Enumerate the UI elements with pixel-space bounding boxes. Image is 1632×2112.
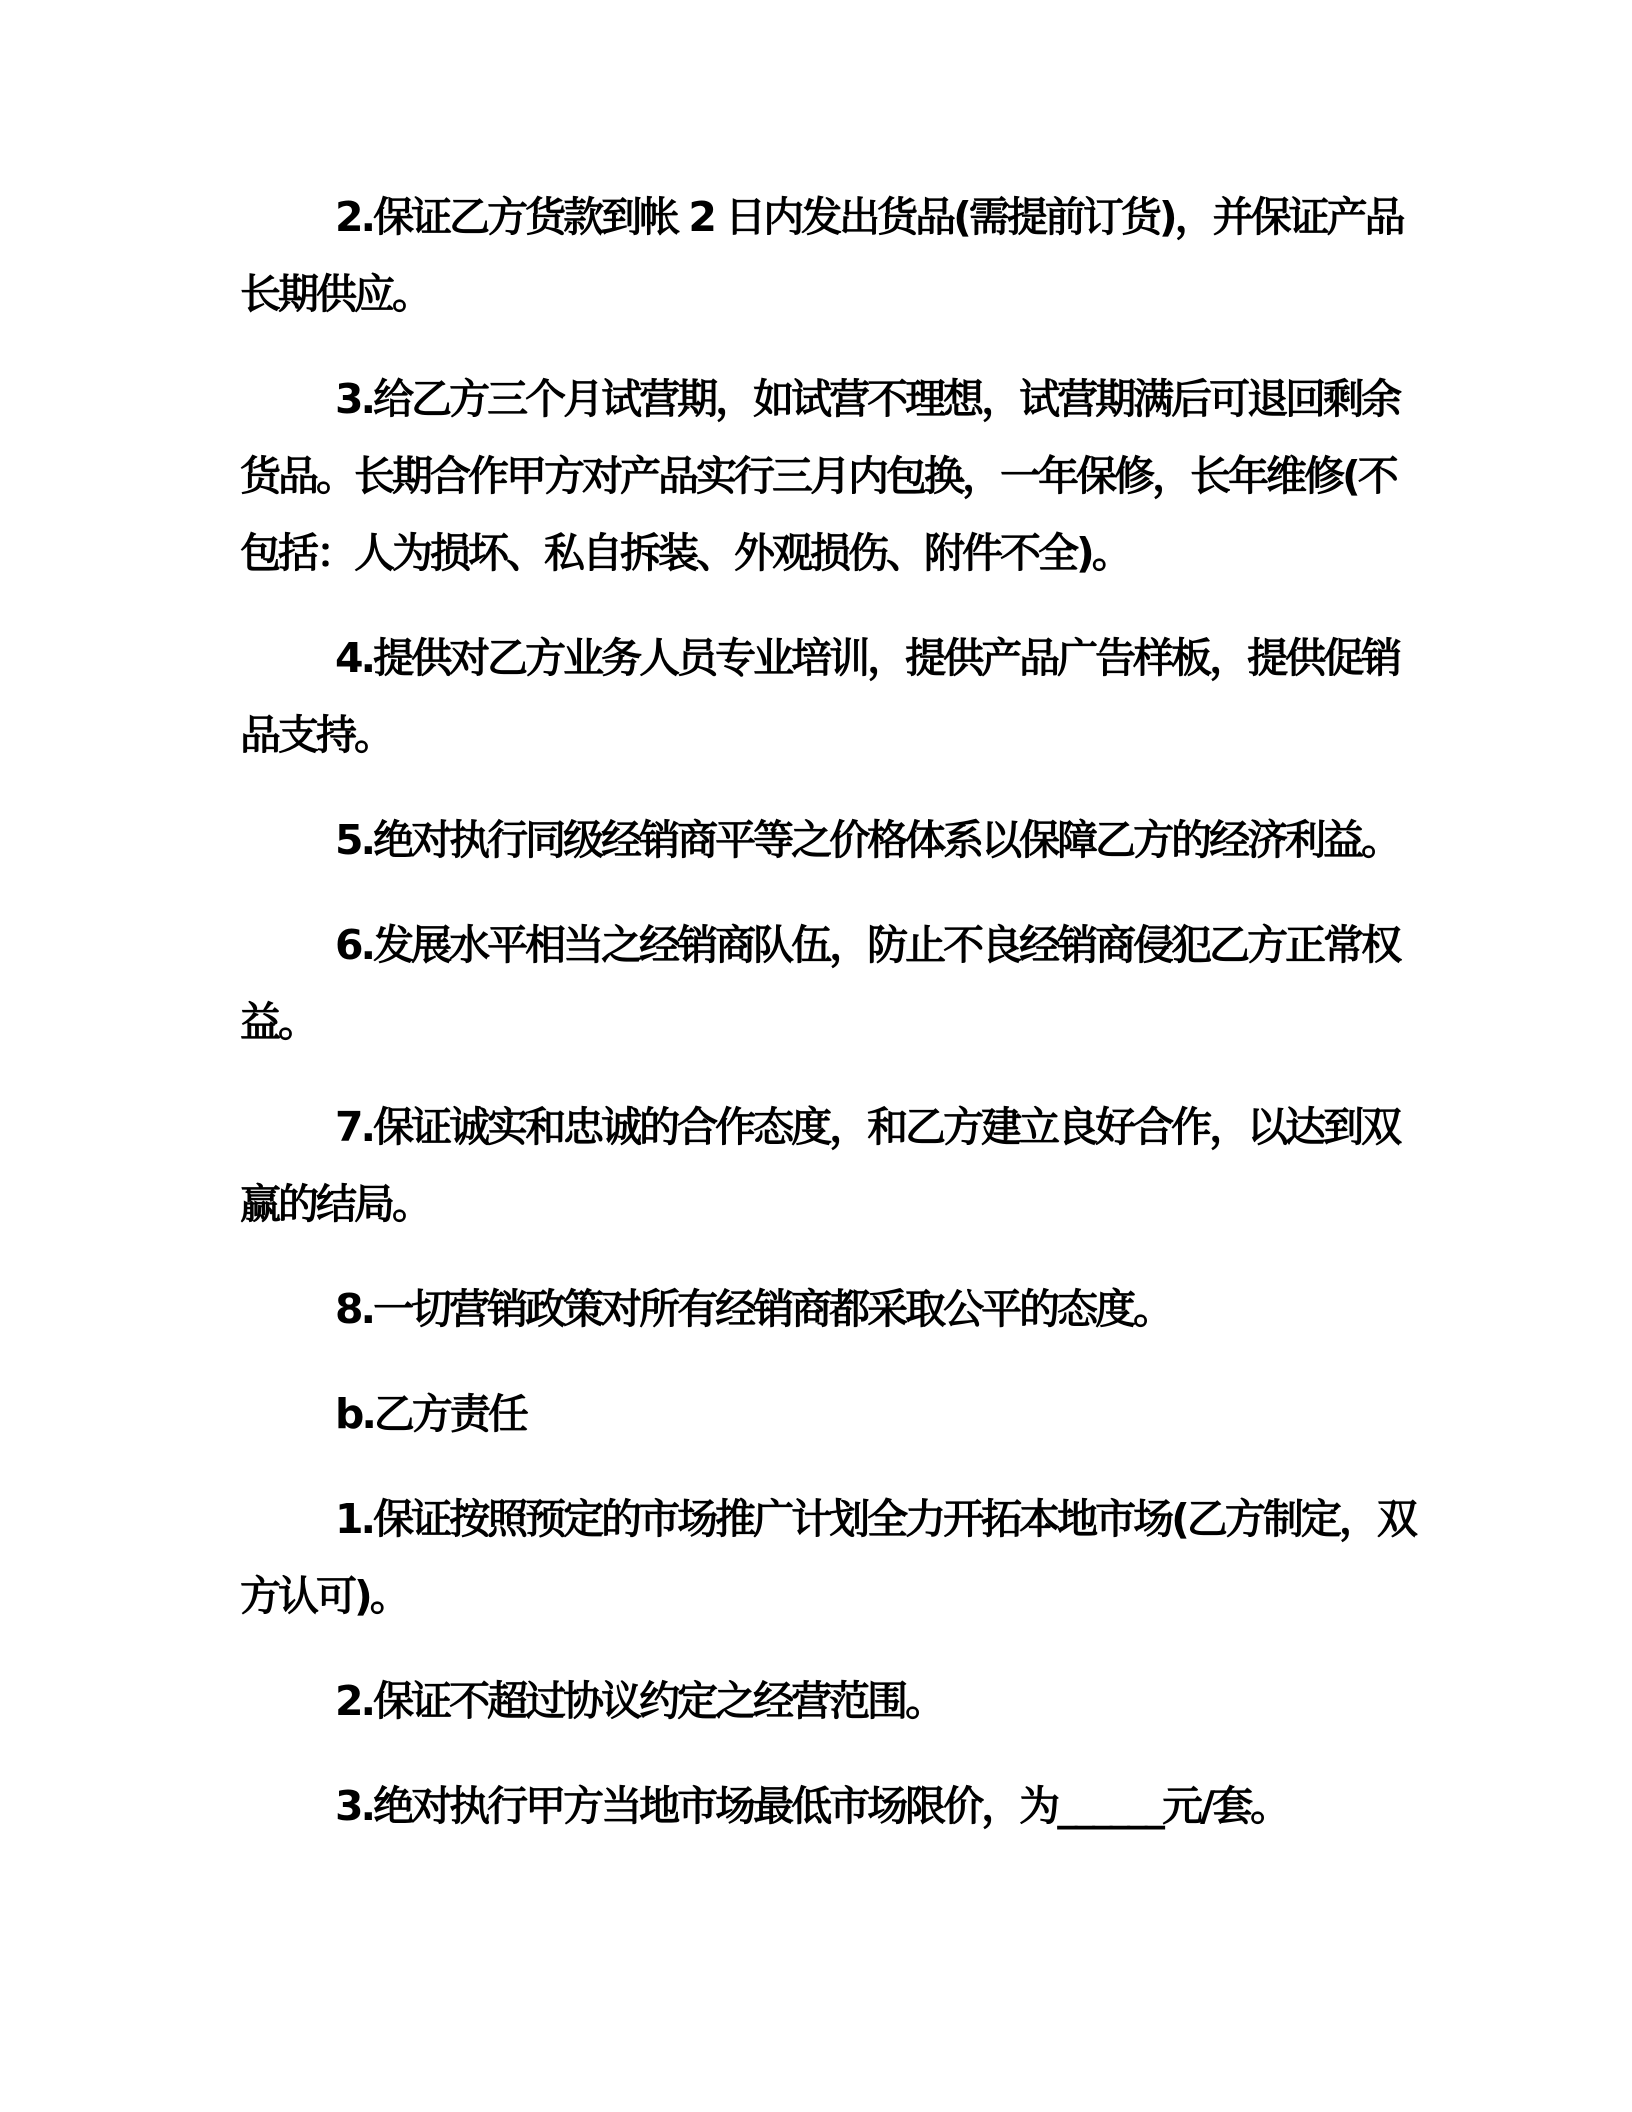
text-line: 赢的结局。 xyxy=(240,1180,430,1228)
text-line: 品支持。 xyxy=(240,711,392,759)
paragraph xyxy=(240,1376,1405,1453)
paragraph xyxy=(240,907,1405,1061)
text-line: 长期供应。 xyxy=(240,270,430,318)
paragraph xyxy=(240,1271,1405,1348)
contract-text-body xyxy=(240,179,1415,1873)
text-line: 方认可)。 xyxy=(240,1572,408,1620)
paragraph xyxy=(240,1768,1405,1845)
text-line: 货品。长期合作甲方对产品实行三月内包换，一年保修，长年维修(不 xyxy=(240,452,1396,500)
paragraph xyxy=(240,179,1405,333)
text-line: 3.绝对执行甲方当地市场最低市场限价，为______元/套。 xyxy=(335,1782,1289,1830)
paragraph xyxy=(240,1089,1405,1243)
paragraph xyxy=(240,361,1405,592)
text-line: 8.一切营销政策对所有经销商都采取公平的态度。 xyxy=(335,1285,1172,1333)
text-line: 包括：人为损坏、私自拆装、外观损伤、附件不全)。 xyxy=(240,529,1130,577)
paragraph xyxy=(240,620,1405,774)
text-line: b.乙方责任 xyxy=(335,1390,526,1438)
text-line: 6.发展水平相当之经销商队伍，防止不良经销商侵犯乙方正常权 xyxy=(335,921,1400,969)
text-line: 2.保证不超过协议约定之经营范围。 xyxy=(335,1677,944,1725)
text-line: 2.保证乙方货款到帐 2 日内发出货品(需提前订货)，并保证产品 xyxy=(335,193,1403,241)
paragraph xyxy=(240,1481,1415,1635)
text-line: 4.提供对乙方业务人员专业培训，提供产品广告样板，提供促销 xyxy=(335,634,1400,682)
text-line: 1.保证按照预定的市场推广计划全力开拓本地市场(乙方制定，双 xyxy=(335,1495,1415,1543)
text-line: 5.绝对执行同级经销商平等之价格体系以保障乙方的经济利益。 xyxy=(335,816,1400,864)
paragraph xyxy=(240,802,1405,879)
text-line: 3.给乙方三个月试营期，如试营不理想，试营期满后可退回剩余 xyxy=(335,375,1400,423)
text-line: 益。 xyxy=(240,998,316,1046)
text-line: 7.保证诚实和忠诚的合作态度，和乙方建立良好合作，以达到双 xyxy=(335,1103,1400,1151)
paragraph xyxy=(240,1663,1405,1740)
